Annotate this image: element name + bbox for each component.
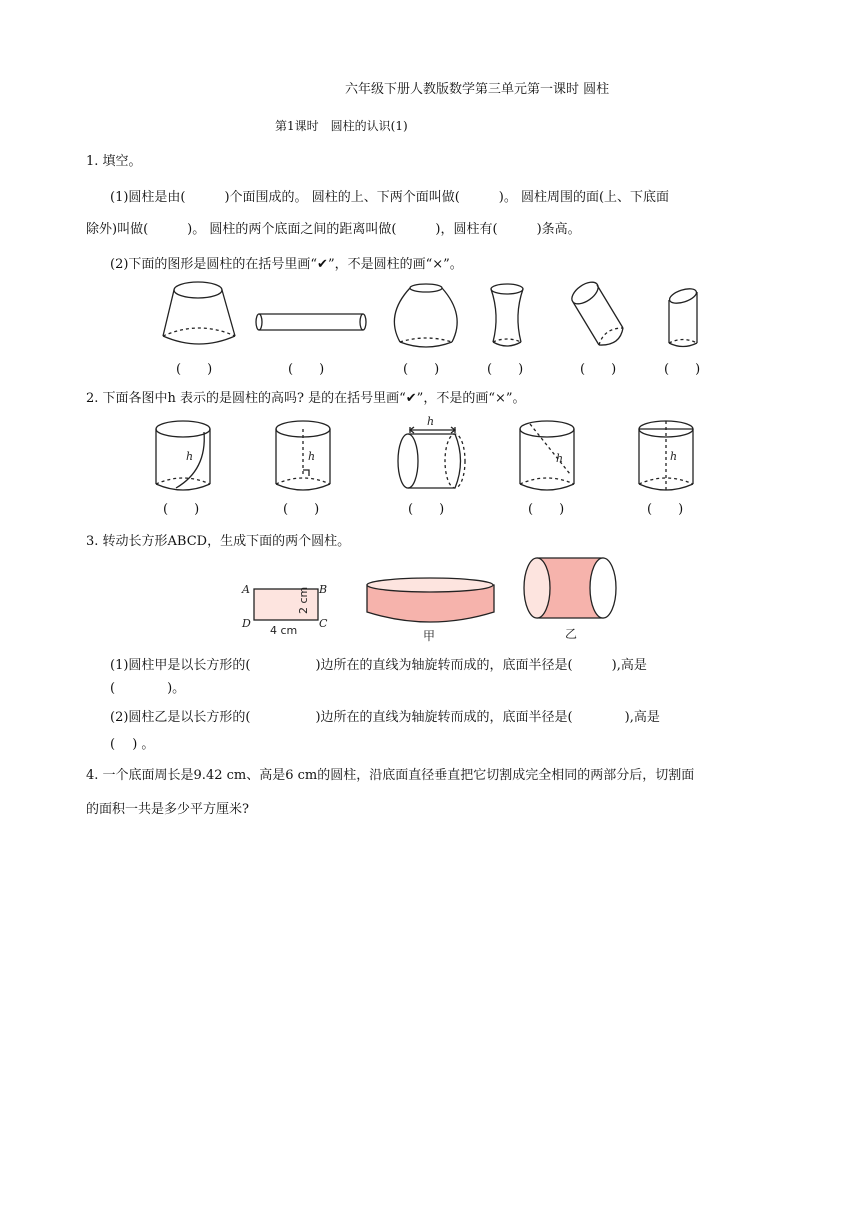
label-c: C [319,617,328,630]
label-height: 2 cm [297,586,310,614]
q2-label: 2. 下面各图中h 表示的是圆柱的高吗? 是的在括号里画“✔”，不是的画“×”。 [86,391,526,406]
q3-part1-line1: (1)圆柱甲是以长方形的( )边所在的直线为轴旋转而成的，底面半径是( ),高是 [110,658,647,673]
lesson-subtitle: 第1课时 圆柱的认识(1) [275,119,408,133]
cylinder-yi [524,558,616,641]
rectangle-abcd [241,583,328,637]
page-title: 六年级下册人教版数学第三单元第一课时 圆柱 [345,82,610,97]
label-b: B [319,583,328,596]
q1-answer-6[interactable]: ( ) [664,362,701,377]
h-label-2: h [308,450,316,463]
h-label-4: h [556,452,564,465]
label-d: D [242,617,251,630]
q2-answer-3[interactable]: ( ) [408,502,445,517]
label-jia: 甲 [423,629,436,643]
q2-answer-5[interactable]: ( ) [647,502,684,517]
q1-answer-1[interactable]: ( ) [176,362,213,377]
q2-answer-4[interactable]: ( ) [528,502,565,517]
q1-part1-line2: 除外)叫做( )。 圆柱的两个底面之间的距离叫做( )，圆柱有( )条高。 [86,222,581,237]
h-label-5: h [670,450,678,463]
q1-answer-5[interactable]: ( ) [580,362,617,377]
h-label-1: h [186,450,194,463]
q4-line1: 4. 一个底面周长是9.42 cm、高是6 cm的圆柱，沿底面直径垂直把它切割成完全相同的两部分后，切割面 [86,768,695,783]
q1-answer-3[interactable]: ( ) [403,362,440,377]
q1-part1-line1: (1)圆柱是由( )个面围成的。 圆柱的上、下两个面叫做( )。 圆柱周围的面(上、下底面 [110,190,670,205]
q1-label: 1. 填空。 [86,154,142,169]
label-width: 4 cm [270,624,298,637]
q3-part2-line2: ( ) 。 [110,737,155,752]
q1-answer-2[interactable]: ( ) [288,362,325,377]
cylinder-jia [367,578,494,643]
h-label-3: h [427,415,435,428]
q1-part2: (2)下面的图形是圆柱的在括号里画“✔”，不是圆柱的画“×”。 [110,257,463,272]
q2-answer-1[interactable]: ( ) [163,502,200,517]
label-yi: 乙 [565,627,578,641]
label-a: A [242,583,250,596]
q3-label: 3. 转动长方形ABCD，生成下面的两个圆柱。 [86,534,351,549]
q4-line2: 的面积一共是多少平方厘米? [86,802,249,817]
q3-part1-line2: ( )。 [110,681,186,696]
q3-part2-line1: (2)圆柱乙是以长方形的( )边所在的直线为轴旋转而成的，底面半径是( ),高是 [110,710,660,725]
q1-answer-4[interactable]: ( ) [487,362,524,377]
q2-answer-2[interactable]: ( ) [283,502,320,517]
